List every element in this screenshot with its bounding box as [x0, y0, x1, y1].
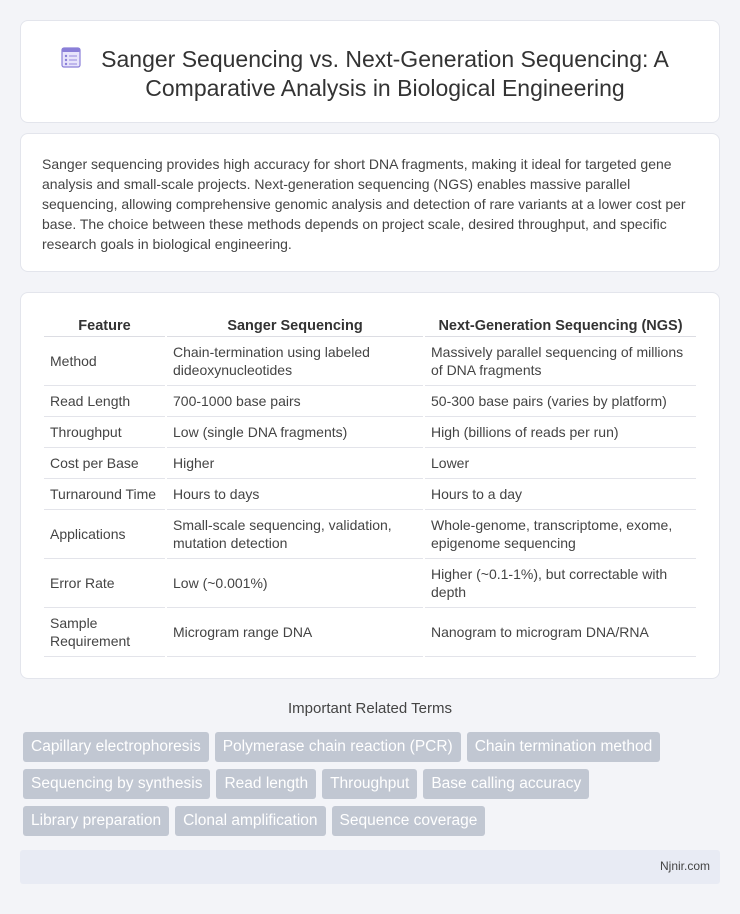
table-cell: 50-300 base pairs (varies by platform): [425, 386, 696, 417]
title-card: [20, 20, 720, 123]
table-cell: Cost per Base: [44, 448, 165, 479]
table-row: [44, 608, 696, 657]
table-row: [44, 386, 696, 417]
table-cell: Turnaround Time: [44, 479, 165, 510]
related-term-tag[interactable]: Capillary electrophoresis: [23, 732, 209, 762]
comparison-table: [42, 314, 698, 657]
column-header: Feature: [44, 314, 165, 337]
related-term-tag[interactable]: Polymerase chain reaction (PCR): [215, 732, 461, 762]
table-cell: Chain-termination using labeled dideoxynucleotides: [167, 337, 423, 386]
table-cell: Higher: [167, 448, 423, 479]
table-cell: Microgram range DNA: [167, 608, 423, 657]
table-row: [44, 479, 696, 510]
related-term-tag[interactable]: Chain termination method: [467, 732, 661, 762]
table-cell: Method: [44, 337, 165, 386]
table-cell: Nanogram to microgram DNA/RNA: [425, 608, 696, 657]
table-cell: Read Length: [44, 386, 165, 417]
table-row: [44, 510, 696, 559]
related-term-tag[interactable]: Library preparation: [23, 806, 169, 836]
table-cell: Hours to days: [167, 479, 423, 510]
column-header: Sanger Sequencing: [167, 314, 423, 337]
table-row: [44, 337, 696, 386]
table-cell: High (billions of reads per run): [425, 417, 696, 448]
related-terms-heading: Important Related Terms: [288, 700, 452, 717]
related-term-tag[interactable]: Throughput: [322, 769, 417, 799]
table-cell: Sample Requirement: [44, 608, 165, 657]
table-cell: Massively parallel sequencing of millions of DNA fragments: [425, 337, 696, 386]
related-terms-list: [23, 732, 713, 836]
footer: [20, 850, 720, 884]
table-cell: Applications: [44, 510, 165, 559]
table-cell: Whole-genome, transcriptome, exome, epigenome sequencing: [425, 510, 696, 559]
table-cell: Lower: [425, 448, 696, 479]
table-cell: Small-scale sequencing, validation, mutation detection: [167, 510, 423, 559]
footer-site-link[interactable]: Njnir.com: [659, 859, 710, 873]
related-term-tag[interactable]: Clonal amplification: [175, 806, 325, 836]
column-header: Next-Generation Sequencing (NGS): [425, 314, 696, 337]
table-row: [44, 559, 696, 608]
related-term-tag[interactable]: Base calling accuracy: [423, 769, 589, 799]
table-cell: Higher (~0.1-1%), but correctable with depth: [425, 559, 696, 608]
table-cell: Hours to a day: [425, 479, 696, 510]
related-term-tag[interactable]: Read length: [216, 769, 316, 799]
table-cell: Low (~0.001%): [167, 559, 423, 608]
page-title: Sanger Sequencing vs. Next-Generation Sequencing: A Comparative Analysis in Biological Engineering: [101, 46, 669, 101]
table-header-row: [44, 314, 696, 337]
table-row: [44, 417, 696, 448]
intro-card: [20, 133, 720, 272]
intro-paragraph: Sanger sequencing provides high accuracy for short DNA fragments, making it ideal for targeted gene analysis and small-scale projects. Next-generation sequencing (NGS) enables massive parallel sequencing, allowing comprehensive genomic analysis and detection of rare variants at a lower cost per base. The choice between these methods depends on project scale, desired throughput, and specific research goals in biological engineering.: [42, 156, 686, 252]
table-row: [44, 448, 696, 479]
table-cell: Error Rate: [44, 559, 165, 608]
related-term-tag[interactable]: Sequencing by synthesis: [23, 769, 210, 799]
comparison-table-card: [20, 292, 720, 679]
table-cell: 700-1000 base pairs: [167, 386, 423, 417]
table-cell: Low (single DNA fragments): [167, 417, 423, 448]
related-term-tag[interactable]: Sequence coverage: [332, 806, 486, 836]
table-cell: Throughput: [44, 417, 165, 448]
